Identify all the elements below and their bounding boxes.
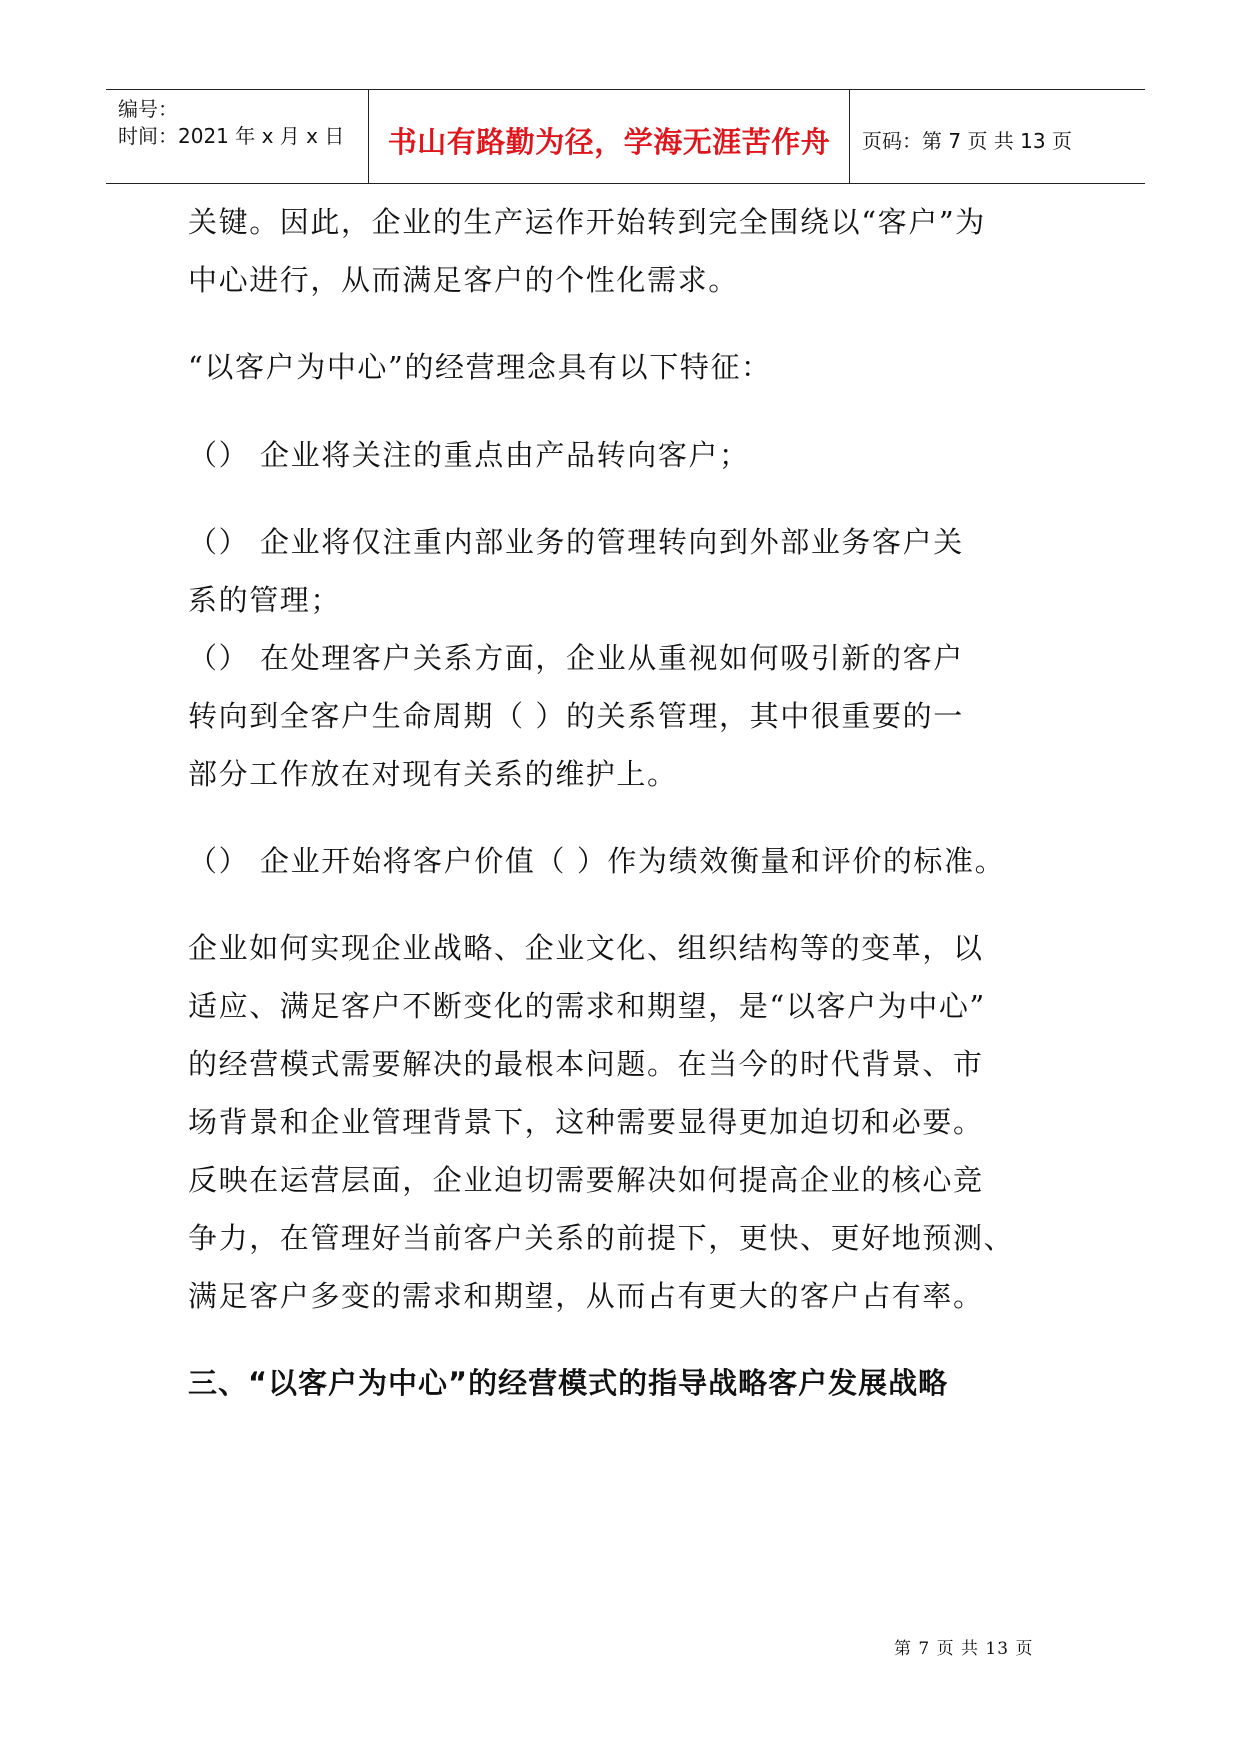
paragraph-line: 企业如何实现企业战略、企业文化、组织结构等的变革，以 (188, 931, 984, 965)
paragraph-line: “以客户为中心”的经营理念具有以下特征： (188, 350, 772, 384)
list-item: （） 在处理客户关系方面，企业从重视如何吸引新的客户 (188, 641, 964, 675)
paragraph-line: 中心进行，从而满足客户的个性化需求。 (188, 263, 739, 297)
paragraph-line: 关键。因此，企业的生产运作开始转到完全围绕以“客户”为 (188, 205, 986, 239)
list-item-continuation: 部分工作放在对现有关系的维护上。 (188, 757, 678, 791)
header-info-cell (106, 90, 369, 183)
list-item: （） 企业开始将客户价值（ ）作为绩效衡量和评价的标准。 (188, 844, 1006, 878)
page-header (106, 89, 1145, 184)
list-item-continuation: 转向到全客户生命周期（ ）的关系管理，其中很重要的一 (188, 699, 964, 733)
paragraph-line: 反映在运营层面，企业迫切需要解决如何提高企业的核心竞 (188, 1163, 984, 1197)
list-item: （） 企业将关注的重点由产品转向客户； (188, 438, 750, 472)
paragraph-line: 适应、满足客户不断变化的需求和期望，是“以客户为中心” (188, 989, 986, 1023)
paragraph-line: 满足客户多变的需求和期望，从而占有更大的客户占有率。 (188, 1279, 984, 1313)
header-page-cell (850, 90, 1145, 183)
paragraph-line: 场背景和企业管理背景下，这种需要显得更加迫切和必要。 (188, 1105, 984, 1139)
page-number-label: 页码：第 7 页 共 13 页 (862, 129, 1072, 153)
list-item: （） 企业将仅注重内部业务的管理转向到外部业务客户关 (188, 525, 964, 559)
page-footer: 第 7 页 共 13 页 (894, 1639, 1034, 1659)
paragraph-line: 争力，在管理好当前客户关系的前提下，更快、更好地预测、 (188, 1221, 1015, 1255)
section-heading: 三、“以客户为中心”的经营模式的指导战略客户发展战略 (188, 1366, 949, 1400)
list-item-continuation: 系的管理； (188, 583, 342, 617)
serial-label: 编号： (118, 97, 178, 121)
header-motto-cell (369, 90, 850, 183)
time-label: 时间：2021 年 x 月 x 日 (118, 124, 345, 148)
motto-text: 书山有路勤为径，学海无涯苦作舟 (387, 125, 831, 159)
paragraph-line: 的经营模式需要解决的最根本问题。在当今的时代背景、市 (188, 1047, 984, 1081)
